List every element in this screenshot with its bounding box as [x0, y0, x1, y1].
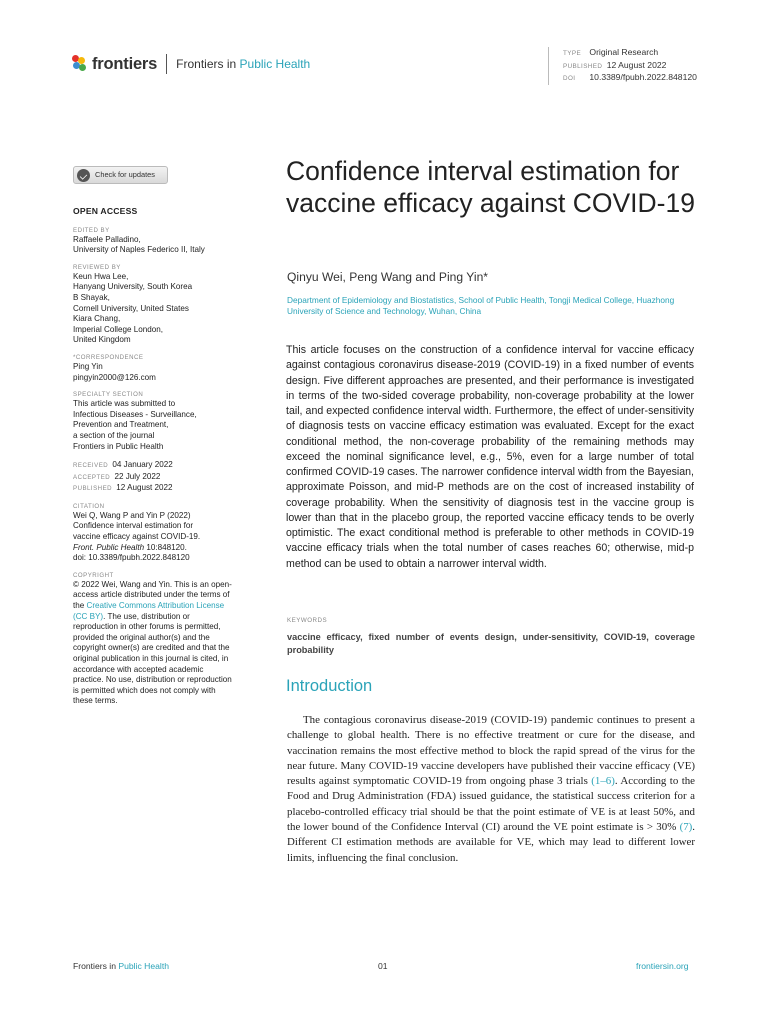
keywords-label: KEYWORDS [287, 617, 328, 624]
author-affiliation: Department of Epidemiology and Biostatistics, School of Public Health, Tongji Medical College, Huazhong University of Science and Technology, Wuhan, China [287, 295, 675, 317]
reference-link-7[interactable]: (7) [679, 821, 693, 834]
date-received: RECEIVED 04 January 2022 [73, 460, 173, 470]
journal-name[interactable]: Frontiers in Public Health [176, 57, 311, 71]
edited-by-label: EDITED BY [73, 226, 110, 234]
keywords: vaccine efficacy, fixed number of events design, under-sensitivity, COVID-19, coverage probability [287, 632, 695, 655]
meta-type: TYPE Original Research [563, 47, 659, 57]
citation-doi[interactable]: doi: 10.3389/fpubh.2022.848120 [73, 553, 190, 563]
specialty-info: This article was submitted to Infectious Diseases - Surveillance, Prevention and Treatment, a section of the journal Frontiers in Public Health [73, 399, 197, 451]
meta-doi: DOI 10.3389/fpubh.2022.848120 [563, 72, 697, 82]
introduction-paragraph: The contagious coronavirus disease-2019 (COVID-19) pandemic continues to present a challenge to global health. There is no effective treatment or cure for the disease, and vaccination remains the most effective method to block the rapid spread of the virus for the near future. Many COVID-19 vaccine developers have published their vaccine efficacy (VE) results against symptomatic COVID-19 from ongoing phase 3 trials (1–6). According to the Food and Drug Administration (FDA) issued guidance, the statistical success criterion for a placebo-controlled efficacy trial should be that the point estimate of VE is at least 50%, and the lower bound of the Confidence Interval (CI) around the VE point estimate is > 30% (7). Different CI estimation methods are available for VE, which may lead to different lower limits, influencing the final conclusion. [287, 714, 695, 864]
article-meta [548, 47, 697, 85]
author-list[interactable]: Qinyu Wei, Peng Wang and Ping Yin* [287, 270, 489, 284]
date-published: PUBLISHED 12 August 2022 [73, 483, 173, 493]
check-for-updates-button[interactable]: Check for updates [73, 166, 168, 184]
article-title: Confidence interval estimation for vaccine efficacy against COVID-19 [286, 156, 695, 218]
article-dates [73, 460, 238, 495]
brand-name: frontiers [92, 54, 158, 73]
citation-info: Wei Q, Wang P and Yin P (2022) Confidence interval estimation for vaccine efficacy against COVID-19. Front. Public Health 10:848120. doi: 10.3389/fpubh.2022.848120 [73, 511, 238, 564]
correspondence-label: *CORRESPONDENCE [73, 353, 144, 361]
specialty-section-label: SPECIALTY SECTION [73, 391, 144, 399]
correspondence-info: Ping Yin pingyin2000@126.com [73, 362, 238, 383]
reviewer-info: Keun Hwa Lee, Hanyang University, South Korea B Shayak, Cornell University, United States Kiara Chang, Imperial College London, United Kingdom [73, 271, 193, 345]
footer-journal[interactable]: Frontiers in Public Health [73, 961, 170, 971]
logo-divider [166, 54, 167, 74]
open-access-label: OPEN ACCESS [73, 206, 138, 216]
frontiers-logo-icon [72, 55, 88, 73]
page-number: 01 [378, 961, 388, 971]
sidebar [73, 166, 238, 707]
date-accepted: ACCEPTED 22 July 2022 [73, 471, 161, 481]
copyright-text: © 2022 Wei, Wang and Yin. This is an open-access article distributed under the terms of the Creative Commons Attribution License (CC BY). The use, distribution or reproduction in other forums is permitted, provided the original author(s) and the copyright owner(s) are credited and that the original publication in this journal is cited, in accordance with accepted academic practice. No use, distribution or reproduction is permitted which does not comply with these terms. [73, 579, 232, 706]
citation-label: CITATION [73, 502, 105, 510]
cc-by-license-link[interactable]: Creative Commons Attribution License (CC BY) [73, 601, 225, 621]
reference-link-1-6[interactable]: (1–6) [591, 775, 615, 788]
introduction-heading: Introduction [286, 677, 373, 695]
abstract: This article focuses on the construction of a confidence interval for vaccine efficacy against contagious coronavirus disease-2019 (COVID-19) in a fixed number of events design. Five different approaches are presented, and their performance is investigated in terms of the two-sided coverage probability, non-coverage probability at the lower tail, and expected confidence interval width. Furthermore, the effect of under-sensitivity of diagnosis tests on vaccine efficacy estimation was evaluated. Except for the exact conditional method, the non-coverage probability of the remaining methods may exceed the nominal significance level, e.g., 5%, even for a large number of total confirmed COVID-19 cases. The narrower confidence interval width from the Bayesian, approximate Poisson, and mid-P methods are on the cost of increased instability of coverage probability. When the sensitivity of diagnosis test in the vaccine group is lower than that in the placebo group, the reported vaccine efficacy tends to be overly optimistic. The exact conditional method is preferable to other methods in COVID-19 vaccine efficacy trials when the total number of cases reaches 60; otherwise, mid-p method can be used to obtain a narrower interval width. [286, 344, 694, 570]
meta-published: PUBLISHED 12 August 2022 [563, 59, 667, 70]
footer-site-link[interactable]: frontiersin.org [636, 961, 689, 971]
correspondence-email[interactable]: pingyin2000@126.com [73, 372, 156, 382]
copyright-label: COPYRIGHT [73, 571, 114, 579]
checkmark-icon [77, 169, 90, 182]
frontiers-logo[interactable] [72, 54, 310, 74]
reviewed-by-label: REVIEWED BY [73, 263, 121, 271]
editor-info: Raffaele Palladino, University of Naples Federico II, Italy [73, 234, 205, 255]
